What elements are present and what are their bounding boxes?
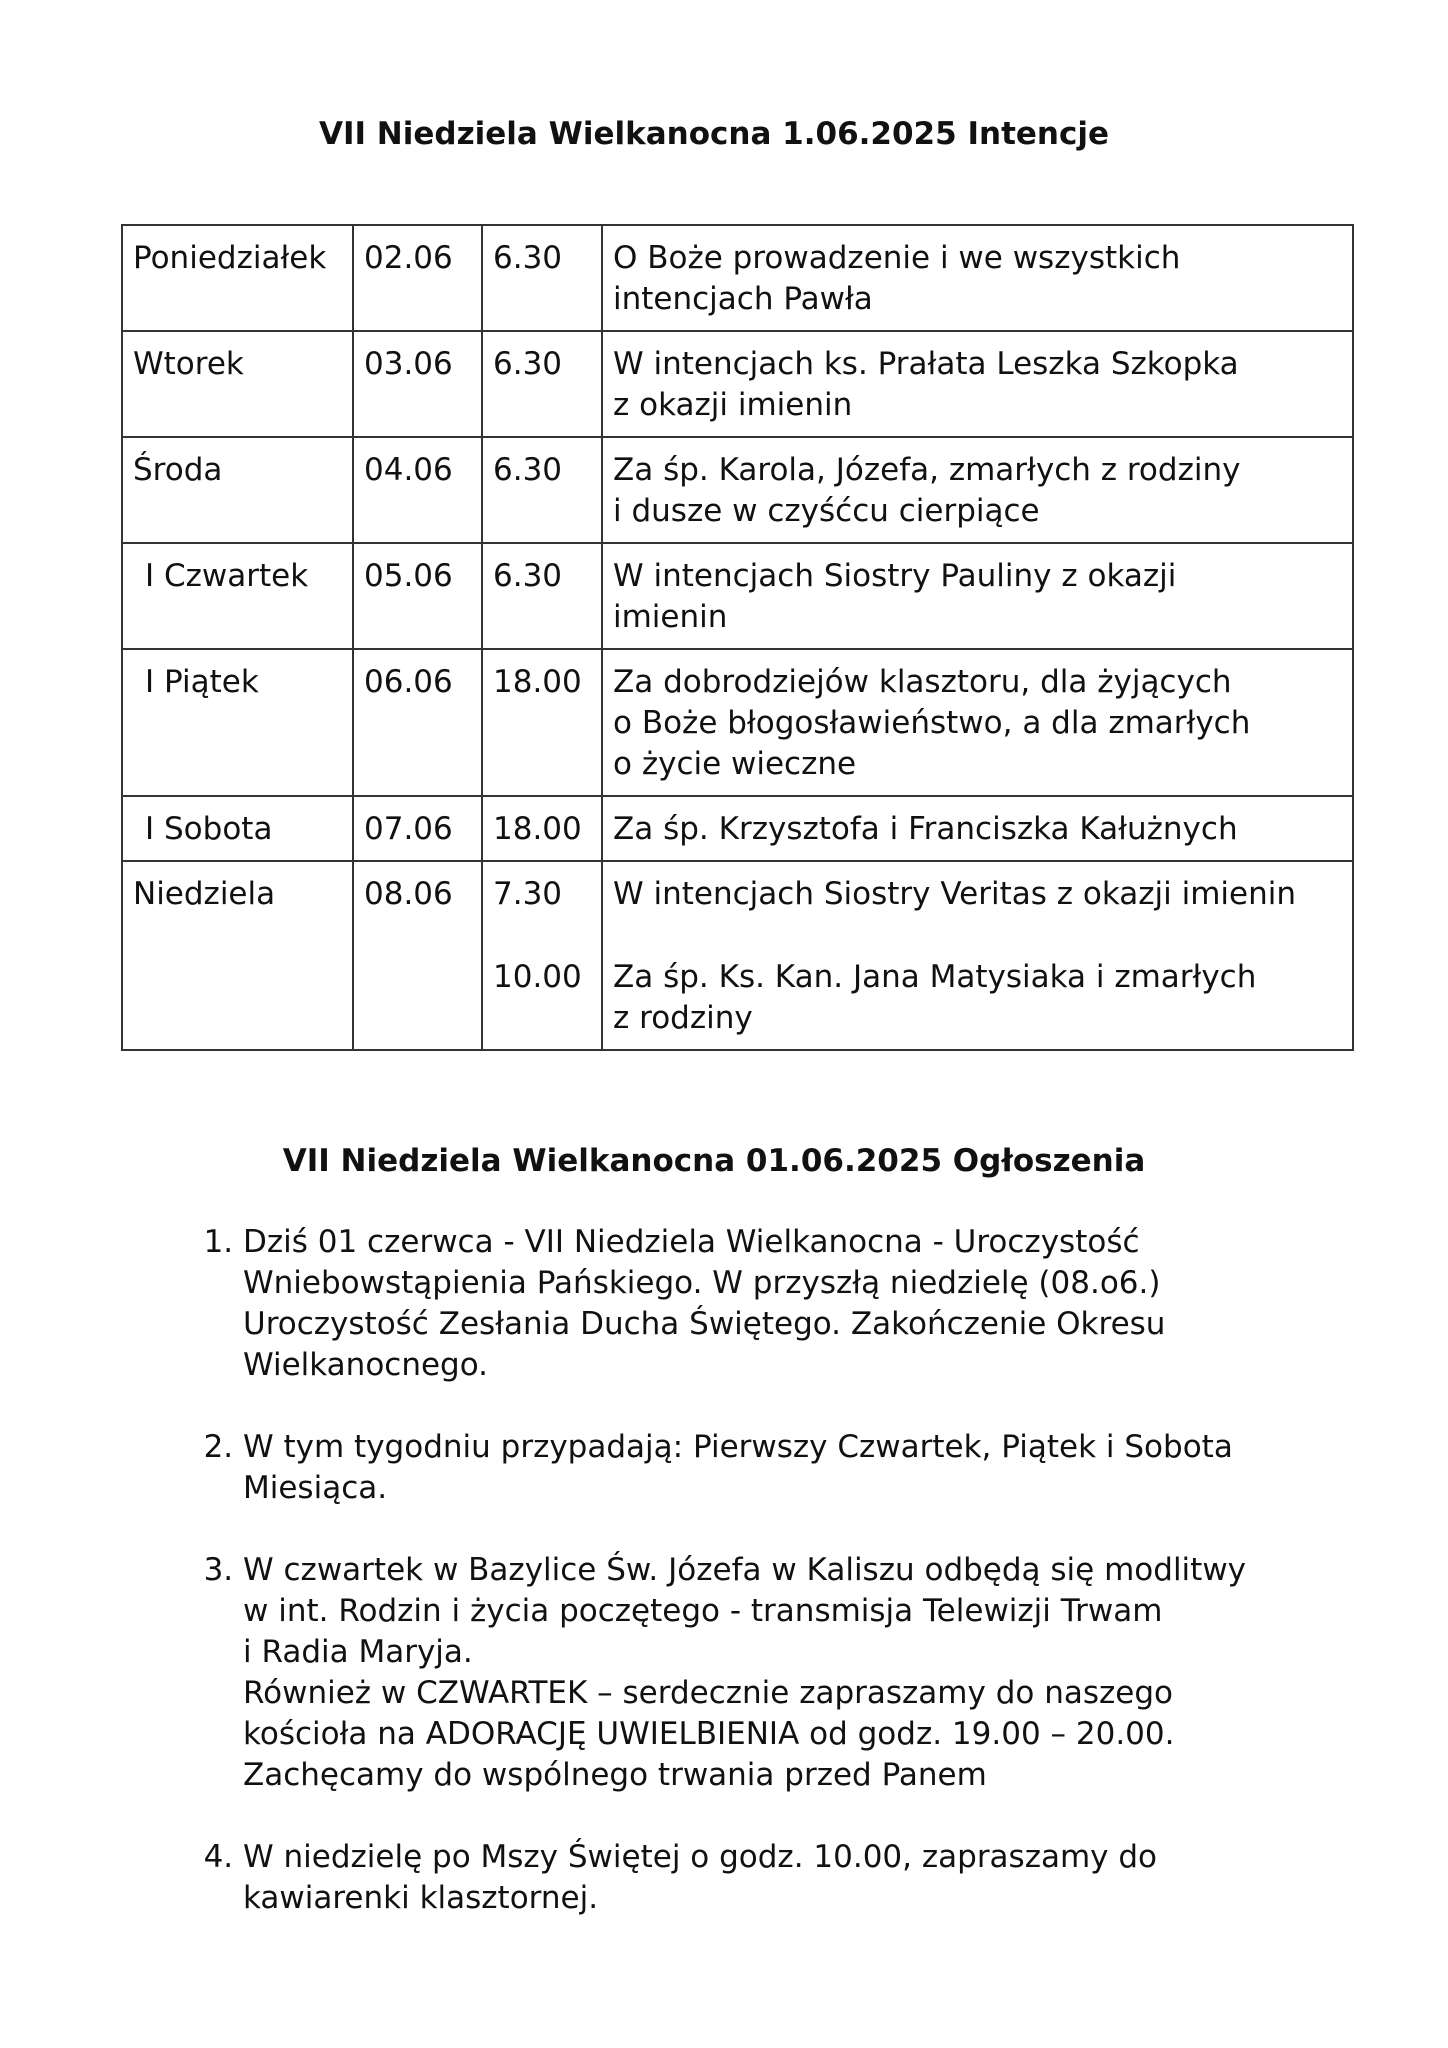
mass-time: 6.30 <box>493 346 563 382</box>
intention-text <box>613 809 1342 850</box>
day-cell: Środa <box>122 437 353 543</box>
table-row <box>122 796 1353 861</box>
day-cell: Poniedziałek <box>122 225 353 331</box>
time-cell <box>482 649 602 796</box>
intention-line: Za śp. Ks. Kan. Jana Matysiaka i zmarłych <box>613 959 1257 995</box>
date-cell: 07.06 <box>353 796 482 861</box>
announcement-line: 2. W tym tygodniu przypadają: Pierwszy Czwartek, Piątek i Sobota <box>243 1429 1233 1465</box>
mass-time: 6.30 <box>493 452 563 488</box>
intention-text <box>613 556 1342 638</box>
intention-line: W intencjach Siostry Pauliny z okazji <box>613 558 1177 594</box>
intention-cell <box>602 649 1353 796</box>
mass-time: 10.00 <box>493 959 582 995</box>
announcement-line: w int. Rodzin i życia poczętego - transmisja Telewizji Trwam <box>243 1593 1163 1629</box>
time-cell <box>482 796 602 861</box>
time-cell <box>482 861 602 1050</box>
intention-line: z rodziny <box>613 1000 753 1036</box>
mass-time: 6.30 <box>493 240 563 276</box>
intention-cell <box>602 543 1353 649</box>
intention-cell <box>602 796 1353 861</box>
date-cell: 05.06 <box>353 543 482 649</box>
intention-line: z okazji imienin <box>613 387 853 423</box>
intention-text <box>613 662 1342 785</box>
intention-line: imienin <box>613 599 728 635</box>
day-cell: Niedziela <box>122 861 353 1050</box>
date-cell: 06.06 <box>353 649 482 796</box>
announcement-line: Miesiąca. <box>243 1470 388 1506</box>
mass-time: 6.30 <box>493 558 563 594</box>
day-cell: I Czwartek <box>122 543 353 649</box>
table-row <box>122 649 1353 796</box>
intention-line: W intencjach Siostry Veritas z okazji imienin <box>613 876 1296 912</box>
announcement-line: kościoła na ADORACJĘ UWIELBIENIA od godz. 19.00 – 20.00. <box>243 1716 1175 1752</box>
announcement-line: Wielkanocnego. <box>243 1347 489 1383</box>
table-row <box>122 225 1353 331</box>
intention-line: Za śp. Krzysztofa i Franciszka Kałużnych <box>613 811 1238 847</box>
ogloszenia-title: VII Niedziela Wielkanocna 01.06.2025 Ogłoszenia <box>282 1143 1146 1179</box>
intencje-table <box>121 224 1354 1051</box>
date-cell: 03.06 <box>353 331 482 437</box>
intention-line: intencjach Pawła <box>613 281 873 317</box>
list-item <box>243 1550 1393 1796</box>
announcement-line: Uroczystość Zesłania Ducha Świętego. Zakończenie Okresu <box>243 1306 1166 1342</box>
date-cell: 04.06 <box>353 437 482 543</box>
intention-line: Za śp. Karola, Józefa, zmarłych z rodziny <box>613 452 1241 488</box>
announcement-line: Wniebowstąpienia Pańskiego. W przyszłą niedzielę (08.o6.) <box>243 1265 1161 1301</box>
intention-cell <box>602 861 1353 1050</box>
intention-text <box>613 450 1342 532</box>
day-cell: I Sobota <box>122 796 353 861</box>
intention-line: o Boże błogosławieństwo, a dla zmarłych <box>613 705 1251 741</box>
intention-line: O Boże prowadzenie i we wszystkich <box>613 240 1181 276</box>
announcement-line: 4. W niedzielę po Mszy Świętej o godz. 10.00, zapraszamy do <box>243 1839 1158 1875</box>
mass-time: 18.00 <box>493 811 582 847</box>
intention-cell <box>602 225 1353 331</box>
time-cell <box>482 543 602 649</box>
mass-time: 7.30 <box>493 876 563 912</box>
announcement-line: 3. W czwartek w Bazylice Św. Józefa w Kaliszu odbędą się modlitwy <box>243 1552 1247 1588</box>
time-cell <box>482 437 602 543</box>
intention-text <box>613 874 1342 915</box>
list-item <box>243 1222 1393 1386</box>
day-cell: Wtorek <box>122 331 353 437</box>
intention-text <box>613 344 1342 426</box>
intention-text <box>613 957 1342 1039</box>
table-row <box>122 543 1353 649</box>
intention-cell <box>602 437 1353 543</box>
announcement-line: Zachęcamy do wspólnego trwania przed Panem <box>243 1757 987 1793</box>
date-cell: 08.06 <box>353 861 482 1050</box>
mass-time: 18.00 <box>493 664 582 700</box>
intention-cell <box>602 331 1353 437</box>
ogloszenia-list <box>195 1222 1393 1960</box>
announcement-line: kawiarenki klasztornej. <box>243 1880 599 1916</box>
announcement-line: i Radia Maryja. <box>243 1634 473 1670</box>
time-cell <box>482 331 602 437</box>
table-row <box>122 331 1353 437</box>
day-cell: I Piątek <box>122 649 353 796</box>
intention-line: i dusze w czyśćcu cierpiące <box>613 493 1040 529</box>
list-item <box>243 1837 1393 1919</box>
intencje-title: VII Niedziela Wielkanocna 1.06.2025 Intencje <box>318 116 1110 152</box>
intention-line: Za dobrodziejów klasztoru, dla żyjących <box>613 664 1232 700</box>
intention-line: W intencjach ks. Prałata Leszka Szkopka <box>613 346 1239 382</box>
time-cell <box>482 225 602 331</box>
table-row <box>122 437 1353 543</box>
announcement-line: 1. Dziś 01 czerwca - VII Niedziela Wielkanocna - Uroczystość <box>243 1224 1140 1260</box>
table-row <box>122 861 1353 1050</box>
date-cell: 02.06 <box>353 225 482 331</box>
intention-line: o życie wieczne <box>613 746 857 782</box>
announcement-line: Również w CZWARTEK – serdecznie zapraszamy do naszego <box>243 1675 1173 1711</box>
list-item <box>243 1427 1393 1509</box>
intention-text <box>613 238 1342 320</box>
